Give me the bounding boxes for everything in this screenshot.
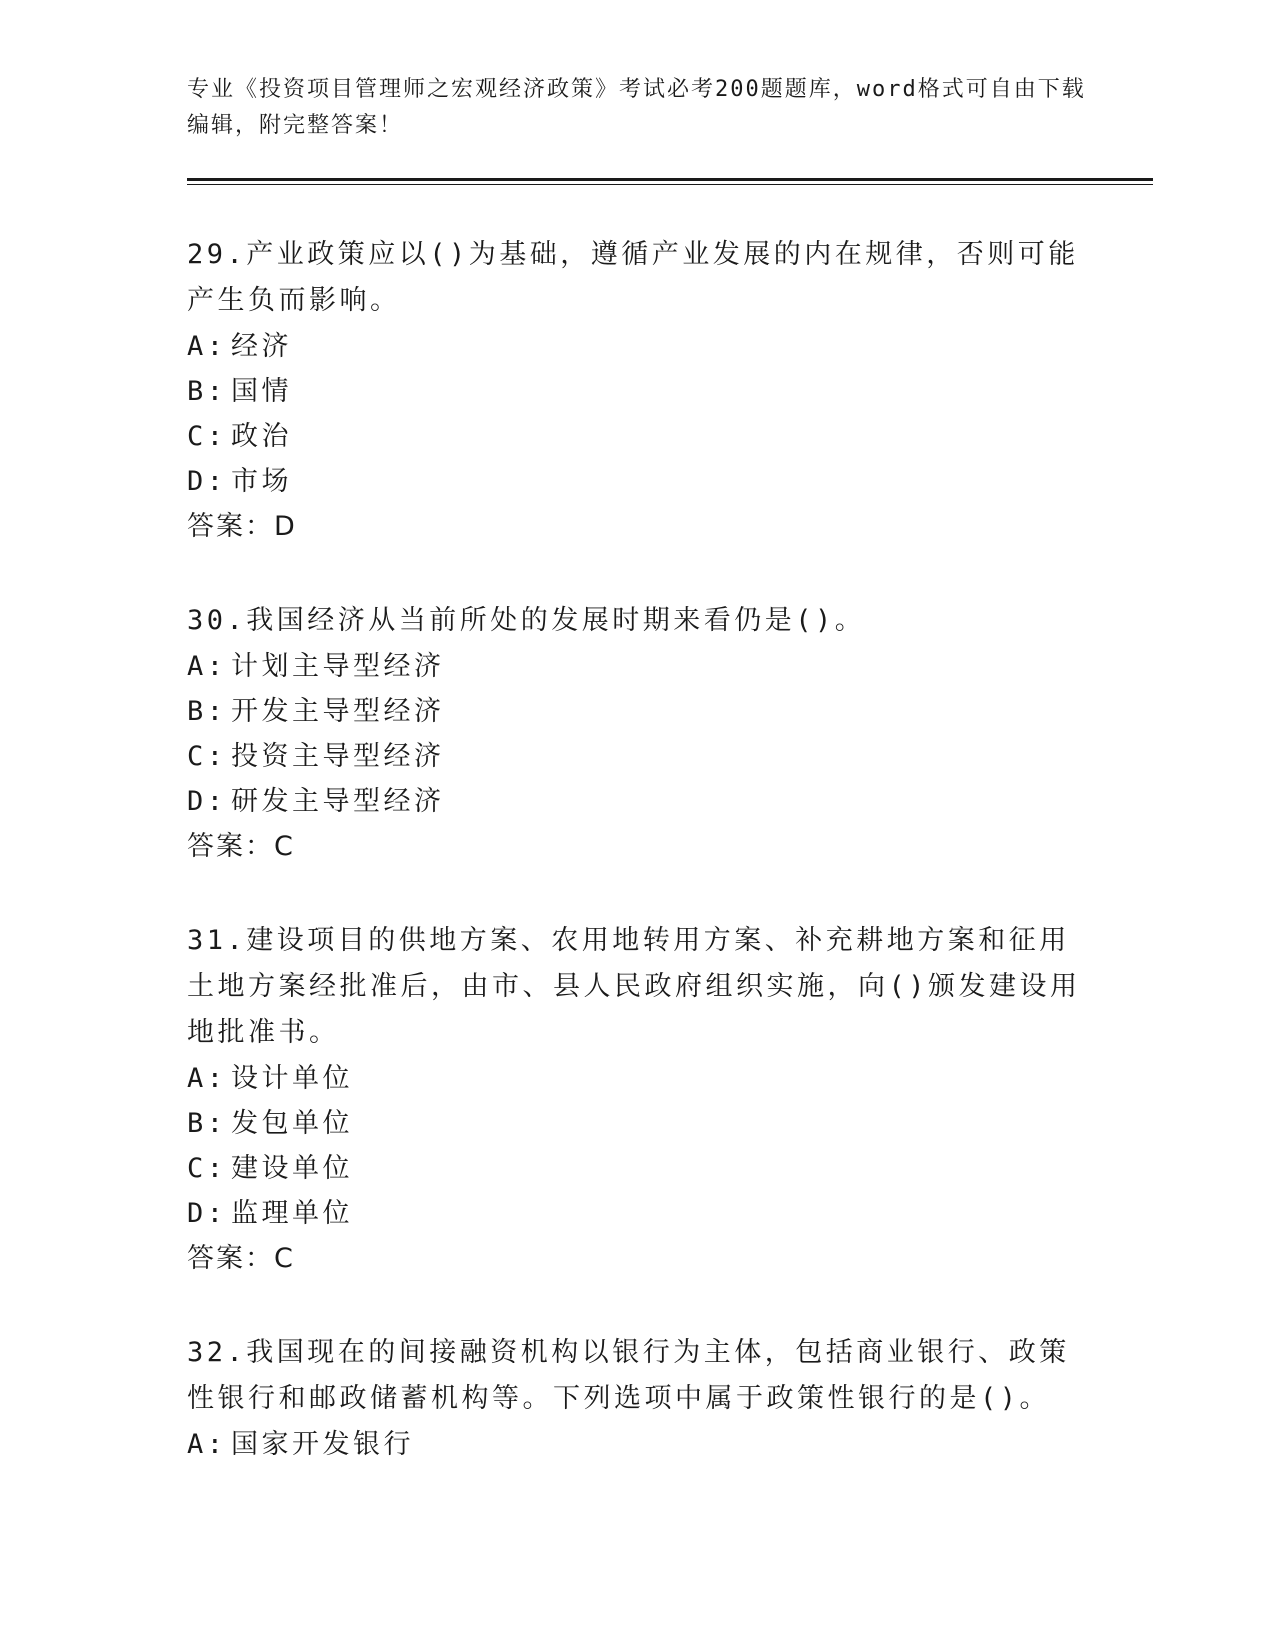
option-text: 建设单位 <box>231 1153 353 1184</box>
option-a <box>187 1422 1087 1467</box>
header-divider-thick <box>187 178 1153 181</box>
option-key: A: <box>187 331 227 362</box>
option-text: 市场 <box>231 466 292 497</box>
question-list <box>187 232 1087 1515</box>
question-stem: 29.产业政策应以()为基础，遵循产业发展的内在规律，否则可能产生负而影响。 <box>187 239 1079 316</box>
option-key: C: <box>187 421 227 452</box>
option-text: 计划主导型经济 <box>231 651 445 682</box>
option-c <box>187 734 1087 779</box>
option-text: 政治 <box>231 421 292 452</box>
option-key: B: <box>187 376 227 407</box>
question-31 <box>187 918 1087 1282</box>
answer-line: 答案：C <box>187 1243 295 1274</box>
option-key: C: <box>187 1153 227 1184</box>
option-d <box>187 779 1087 824</box>
option-text: 投资主导型经济 <box>231 741 445 772</box>
question-stem: 32.我国现在的间接融资机构以银行为主体，包括商业银行、政策性银行和邮政储蓄机构等。下列选项中属于政策性银行的是()。 <box>187 1337 1070 1414</box>
option-key: D: <box>187 786 227 817</box>
option-text: 监理单位 <box>231 1198 353 1229</box>
option-key: D: <box>187 1198 227 1229</box>
option-key: A: <box>187 1429 227 1460</box>
option-c <box>187 414 1087 459</box>
answer-line: 答案：C <box>187 831 295 862</box>
option-text: 国情 <box>231 376 292 407</box>
option-key: B: <box>187 1108 227 1139</box>
option-key: A: <box>187 1063 227 1094</box>
option-text: 研发主导型经济 <box>231 786 445 817</box>
option-b <box>187 1101 1087 1146</box>
option-c <box>187 1146 1087 1191</box>
option-text: 发包单位 <box>231 1108 353 1139</box>
question-30 <box>187 598 1087 870</box>
question-stem: 30.我国经济从当前所处的发展时期来看仍是()。 <box>187 605 866 636</box>
document-header: 专业《投资项目管理师之宏观经济政策》考试必考200题题库，word格式可自由下载编辑，附完整答案！ <box>187 77 1086 138</box>
question-29 <box>187 232 1087 550</box>
option-key: C: <box>187 741 227 772</box>
option-text: 开发主导型经济 <box>231 696 445 727</box>
option-text: 设计单位 <box>231 1063 353 1094</box>
option-d <box>187 1191 1087 1236</box>
option-a <box>187 644 1087 689</box>
option-key: A: <box>187 651 227 682</box>
option-b <box>187 369 1087 414</box>
option-text: 国家开发银行 <box>231 1429 414 1460</box>
option-key: D: <box>187 466 227 497</box>
option-d <box>187 459 1087 504</box>
option-a <box>187 324 1087 369</box>
option-key: B: <box>187 696 227 727</box>
answer-line: 答案：D <box>187 511 297 542</box>
header-divider-thin <box>187 184 1153 185</box>
option-b <box>187 689 1087 734</box>
option-a <box>187 1056 1087 1101</box>
option-text: 经济 <box>231 331 292 362</box>
question-stem: 31.建设项目的供地方案、农用地转用方案、补充耕地方案和征用土地方案经批准后，由市、县人民政府组织实施，向()颁发建设用地批准书。 <box>187 925 1081 1048</box>
question-32 <box>187 1330 1087 1467</box>
